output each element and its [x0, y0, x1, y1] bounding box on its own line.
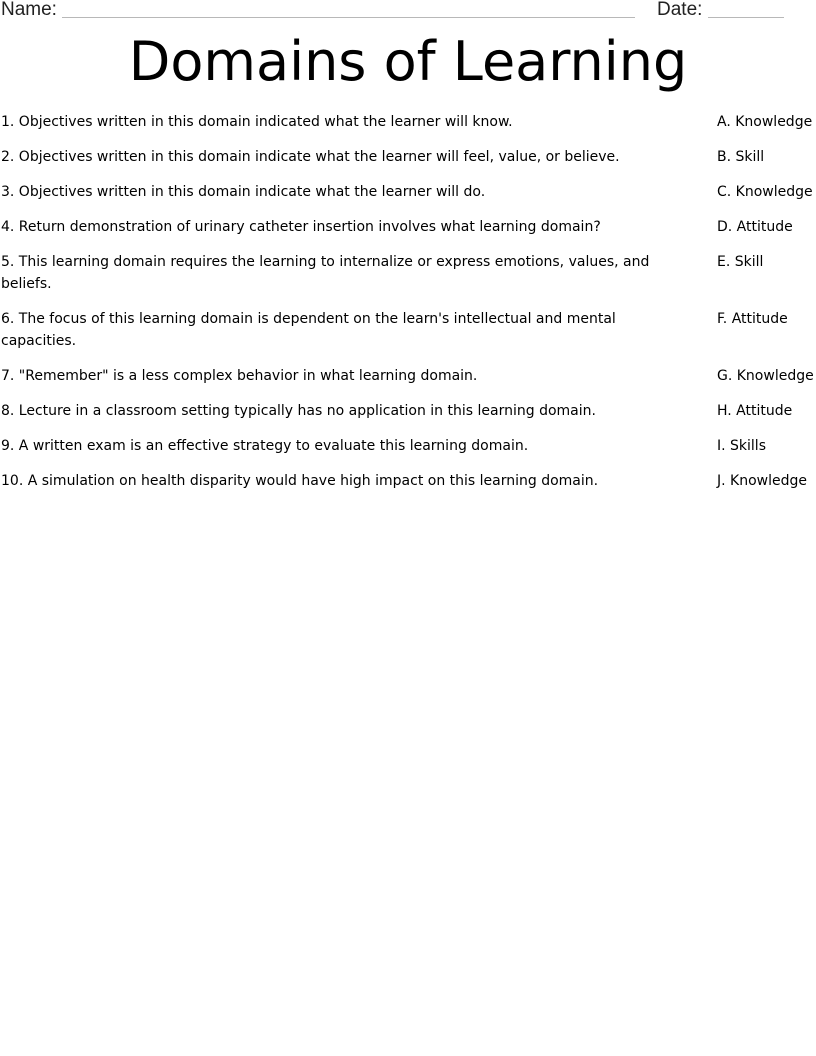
- matching-row-3: [0, 181, 816, 203]
- date-blank-line: [708, 17, 784, 18]
- answer-choice: E. Skill: [717, 254, 764, 270]
- matching-row-6: [0, 308, 816, 352]
- question-text: 4. Return demonstration of urinary catheter insertion involves what learning domain?: [1, 219, 601, 235]
- matching-row-1: [0, 111, 816, 133]
- answer-choice: J. Knowledge: [717, 473, 807, 489]
- matching-row-10: [0, 470, 816, 492]
- name-label: Name:: [1, 0, 57, 20]
- date-label: Date:: [657, 0, 703, 20]
- matching-row-4: [0, 216, 816, 238]
- worksheet-header: [0, 0, 816, 26]
- question-text: 2. Objectives written in this domain indicate what the learner will feel, value, or believe.: [1, 149, 620, 165]
- question-text: 9. A written exam is an effective strategy to evaluate this learning domain.: [1, 438, 529, 454]
- answer-choice: C. Knowledge: [717, 184, 813, 200]
- question-text: 6. The focus of this learning domain is dependent on the learn's intellectual and mental capacities.: [1, 311, 616, 349]
- answer-choice: A. Knowledge: [717, 114, 813, 130]
- answer-choice: B. Skill: [717, 149, 765, 165]
- question-text: 5. This learning domain requires the learning to internalize or express emotions, values, and beliefs.: [1, 254, 650, 292]
- answer-choice: D. Attitude: [717, 219, 793, 235]
- matching-row-8: [0, 400, 816, 422]
- matching-row-9: [0, 435, 816, 457]
- page-title: Domains of Learning: [128, 30, 688, 93]
- matching-row-7: [0, 365, 816, 387]
- matching-list: [0, 111, 816, 505]
- name-blank-line: [62, 17, 635, 18]
- answer-choice: G. Knowledge: [717, 368, 814, 384]
- question-text: 8. Lecture in a classroom setting typically has no application in this learning domain.: [1, 403, 596, 419]
- answer-choice: F. Attitude: [717, 311, 788, 327]
- answer-choice: I. Skills: [717, 438, 766, 454]
- matching-row-5: [0, 251, 816, 295]
- question-text: 1. Objectives written in this domain indicated what the learner will know.: [1, 114, 513, 130]
- question-text: 10. A simulation on health disparity would have high impact on this learning domain.: [1, 473, 599, 489]
- question-text: 7. "Remember" is a less complex behavior in what learning domain.: [1, 368, 478, 384]
- matching-row-2: [0, 146, 816, 168]
- answer-choice: H. Attitude: [717, 403, 793, 419]
- question-text: 3. Objectives written in this domain indicate what the learner will do.: [1, 184, 486, 200]
